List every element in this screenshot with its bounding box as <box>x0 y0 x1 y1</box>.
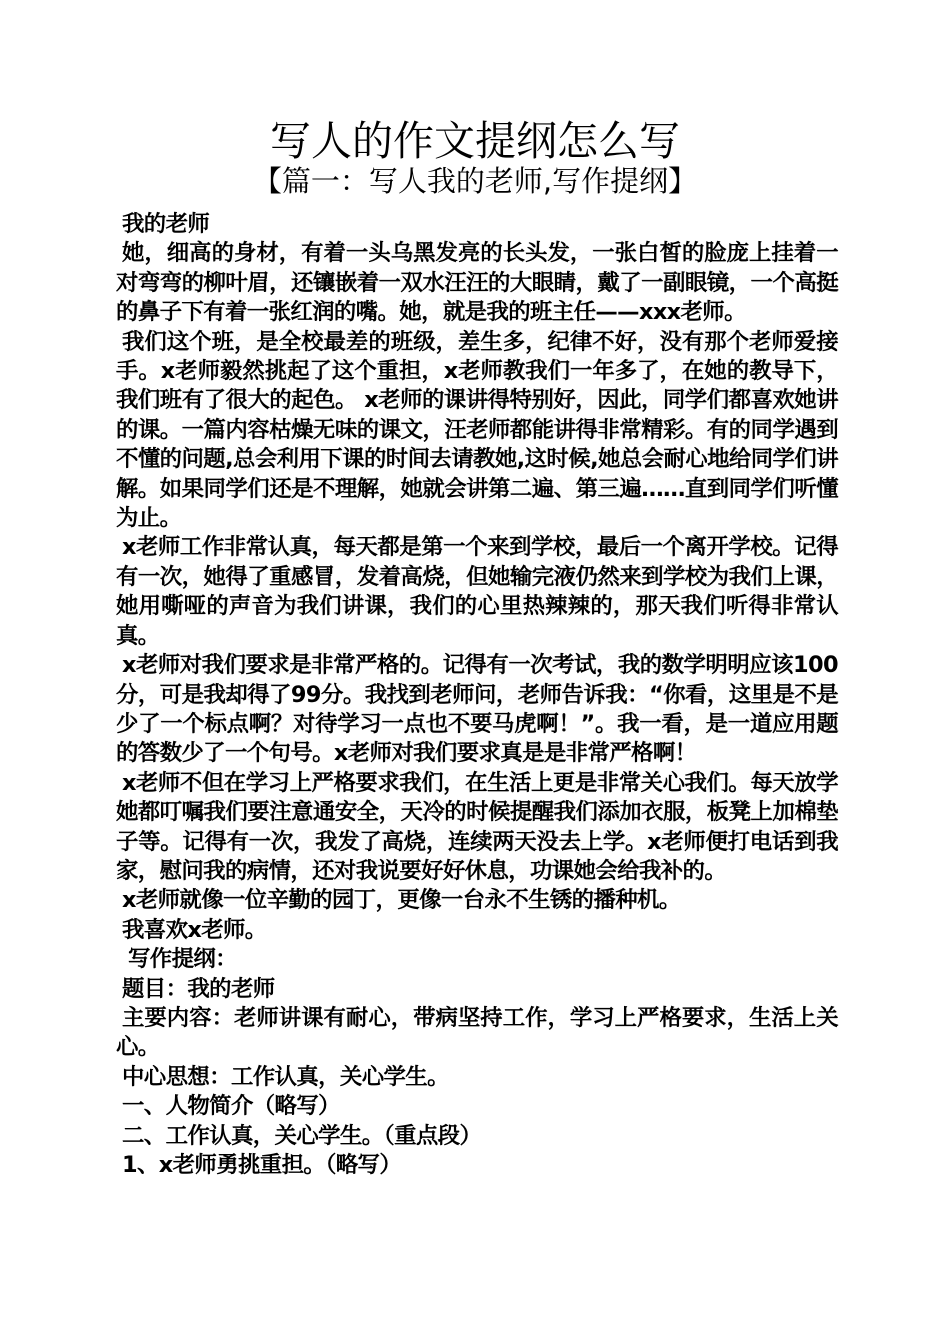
paragraph-care: x老师不但在学习上严格要求我们，在生活上更是非常关心我们。每天放学她都叮嘱我们要注意通安全，天冷的时候提醒我们添加衣服，板凳上加棉垫子等。记得有一次，我发了高烧，连续两天没去上学。x老师便打电话到我家，慰问我的病情，还对我说要好好休息，功课她会给我补的。 <box>116 769 838 884</box>
outline-item-2-1: 1、x老师勇挑重担。（略写） <box>122 1152 402 1178</box>
outline-heading: 写作提纲： <box>128 946 237 973</box>
document-subtitle: 【篇一：写人我的老师,写作提纲】 <box>252 164 698 198</box>
outline-item-1: 一、人物简介（略写） <box>122 1093 340 1120</box>
paragraph-appearance: 她，细高的身材，有着一头乌黑发亮的长头发，一张白皙的脸庞上挂着一对弯弯的柳叶眉，还镶嵌着一双水汪汪的大眼睛，戴了一副眼镜，一个高挺的鼻子下有着一张红润的嘴。她，就是我的班主任——xxx老师。 <box>116 240 838 326</box>
paragraph-conclusion: 我喜欢x老师。 <box>122 916 267 943</box>
outline-central-idea: 中心思想：工作认真，关心学生。 <box>122 1063 449 1090</box>
document-body <box>116 210 838 1180</box>
outline-main-content: 主要内容：老师讲课有耐心，带病坚持工作，学习上严格要求，生活上关心。 <box>116 1004 838 1061</box>
paragraph-metaphor: x老师就像一位辛勤的园丁，更像一台永不生锈的播种机。 <box>122 887 681 914</box>
paragraph-diligence: x老师工作非常认真，每天都是第一个来到学校，最后一个离开学校。记得有一次，她得了重感冒，发着高烧，但她输完液仍然来到学校为我们上课，她用嘶哑的声音为我们讲课，我们的心里热辣辣的，那天我们听得非常认真。 <box>116 534 838 649</box>
outline-topic: 题目：我的老师 <box>122 975 275 1002</box>
document-title: 写人的作文提纲怎么写 <box>270 117 680 165</box>
essay-heading: 我的老师 <box>122 211 210 237</box>
outline-item-2: 二、工作认真，关心学生。（重点段） <box>122 1122 482 1149</box>
paragraph-teaching: 我们这个班，是全校最差的班级，差生多，纪律不好，没有那个老师爱接手。x老师毅然挑起了这个重担，x老师教我们一年多了，在她的教导下，我们班有了很大的起色。 x老师的课讲得特别好，因此，同学们都喜欢她讲的课。一篇内容枯燥无味的课文，汪老师都能讲得非常精彩。有的同学遇到不懂的问题,总会利用下课的时间去请教她,这时候,她总会耐心地给同学们讲解。如果同学们还是不理解，她就会讲第二遍、第三遍……直到同学们听懂为止。 <box>116 328 838 532</box>
paragraph-strictness: x老师对我们要求是非常严格的。记得有一次考试，我的数学明明应该100分，可是我却得了99分。我找到老师问，老师告诉我：“你看，这里是不是少了一个标点啊？对待学习一点也不要马虎啊！”。我一看，是一道应用题的答数少了一个句号。x老师对我们要求真是是非常严格啊！ <box>116 652 838 767</box>
